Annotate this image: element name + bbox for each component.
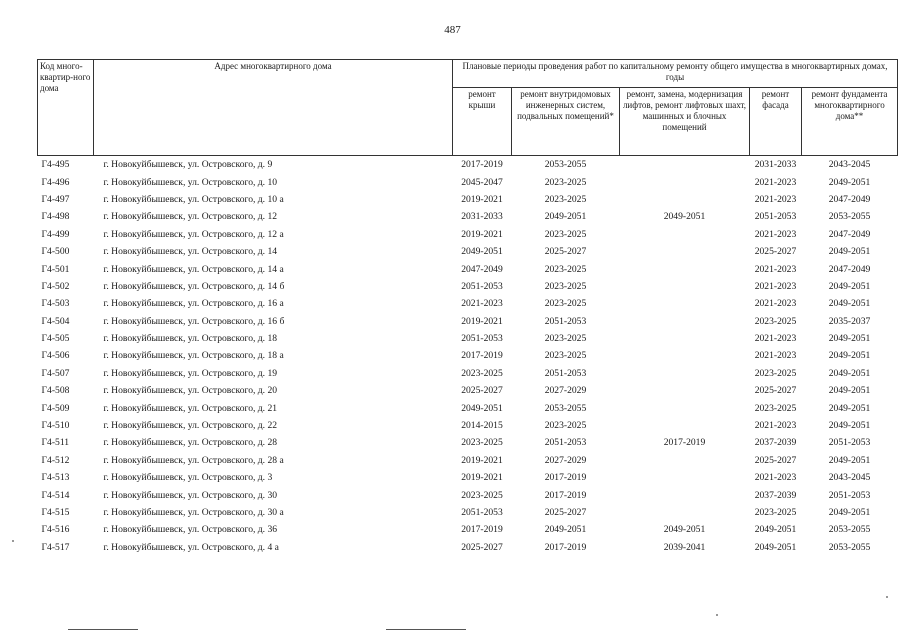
cell-roof: 2023-2025	[461, 437, 503, 449]
cell-facade: 2031-2033	[754, 159, 797, 171]
cell-address: г. Новокуйбышевск, ул. Островского, д. 3	[103, 472, 273, 484]
footer-rule-center	[386, 629, 466, 630]
cell-systems: 2023-2025	[544, 298, 587, 310]
cell-address: г. Новокуйбышевск, ул. Островского, д. 22	[103, 420, 278, 432]
cell-foundation: 2047-2049	[828, 193, 871, 205]
cell-roof: 2025-2027	[461, 541, 503, 553]
cell-code: Г4-508	[41, 385, 70, 397]
table-row	[38, 452, 898, 469]
cell-code: Г4-495	[41, 159, 70, 171]
cell-lifts: 2039-2041	[663, 541, 706, 553]
cell-lifts: 2049-2051	[663, 211, 706, 223]
cell-facade: 2049-2051	[754, 524, 797, 536]
header-facade: ремонт фасада	[750, 88, 802, 156]
cell-code: Г4-513	[41, 472, 70, 484]
cell-foundation: 2035-2037	[828, 315, 871, 327]
cell-foundation: 2051-2053	[828, 437, 871, 449]
cell-code: Г4-506	[41, 350, 70, 362]
cell-roof: 2049-2051	[461, 246, 503, 258]
cell-foundation: 2049-2051	[828, 333, 871, 345]
cell-lifts	[620, 452, 750, 469]
cell-facade: 2025-2027	[754, 454, 797, 466]
table-row	[38, 521, 898, 538]
cell-code: Г4-502	[41, 280, 70, 292]
cell-systems: 2023-2025	[544, 176, 587, 188]
cell-facade: 2023-2025	[754, 402, 797, 414]
cell-foundation: 2049-2051	[828, 298, 871, 310]
cell-systems: 2027-2029	[544, 454, 587, 466]
header-code: Код много-квартир-ного дома	[38, 60, 94, 156]
cell-roof: 2019-2021	[461, 193, 503, 205]
cell-code: Г4-514	[41, 489, 70, 501]
cell-address: г. Новокуйбышевск, ул. Островского, д. 16 а	[103, 298, 284, 310]
cell-lifts	[620, 295, 750, 312]
cell-roof: 2019-2021	[461, 472, 503, 484]
table-row	[38, 486, 898, 503]
cell-lifts: 2049-2051	[663, 524, 706, 536]
cell-address: г. Новокуйбышевск, ул. Островского, д. 14 а	[103, 263, 284, 275]
cell-foundation: 2049-2051	[828, 402, 871, 414]
table-row	[38, 226, 898, 243]
cell-roof: 2017-2019	[461, 350, 503, 362]
table-row	[38, 313, 898, 330]
header-lifts: ремонт, замена, модернизация лифтов, ремонт лифтовых шахт, машинных и блочных помещений	[620, 88, 750, 156]
cell-address: г. Новокуйбышевск, ул. Островского, д. 30	[103, 489, 278, 501]
cell-roof: 2019-2021	[461, 228, 503, 240]
cell-address: г. Новокуйбышевск, ул. Островского, д. 18 а	[103, 350, 284, 362]
table-row	[38, 173, 898, 190]
cell-facade: 2021-2023	[754, 298, 797, 310]
cell-facade: 2049-2051	[754, 541, 797, 553]
cell-code: Г4-498	[41, 211, 70, 223]
table-row	[38, 434, 898, 451]
table-row	[38, 156, 898, 174]
capital-repair-table-container	[37, 59, 897, 556]
cell-roof: 2019-2021	[461, 454, 503, 466]
cell-systems: 2017-2019	[544, 489, 587, 501]
cell-foundation: 2053-2055	[828, 541, 871, 553]
table-row	[38, 365, 898, 382]
table-row	[38, 260, 898, 277]
cell-roof: 2031-2033	[461, 211, 503, 223]
cell-systems: 2023-2025	[544, 193, 587, 205]
cell-lifts	[620, 278, 750, 295]
cell-systems: 2023-2025	[544, 350, 587, 362]
cell-address: г. Новокуйбышевск, ул. Островского, д. 14 б	[103, 280, 285, 292]
cell-systems: 2023-2025	[544, 333, 587, 345]
cell-code: Г4-509	[41, 402, 70, 414]
cell-code: Г4-507	[41, 367, 70, 379]
cell-code: Г4-512	[41, 454, 70, 466]
cell-foundation: 2047-2049	[828, 228, 871, 240]
cell-foundation: 2053-2055	[828, 524, 871, 536]
cell-facade: 2021-2023	[754, 280, 797, 292]
cell-code: Г4-515	[41, 507, 70, 518]
cell-roof: 2021-2023	[461, 298, 503, 310]
cell-lifts	[620, 469, 750, 486]
cell-roof: 2047-2049	[461, 263, 503, 275]
cell-lifts	[620, 365, 750, 382]
cell-systems: 2023-2025	[544, 420, 587, 432]
table-row	[38, 347, 898, 364]
table-row	[38, 330, 898, 347]
cell-address: г. Новокуйбышевск, ул. Островского, д. 10 а	[103, 193, 284, 205]
cell-code: Г4-517	[41, 541, 70, 553]
cell-roof: 2017-2019	[461, 524, 503, 536]
cell-foundation: 2049-2051	[828, 246, 871, 258]
cell-foundation: 2049-2051	[828, 420, 871, 432]
cell-lifts	[620, 399, 750, 416]
cell-systems: 2027-2029	[544, 385, 587, 397]
cell-facade: 2021-2023	[754, 176, 797, 188]
table-row	[38, 382, 898, 399]
cell-foundation: 2049-2051	[828, 507, 871, 518]
cell-foundation: 2049-2051	[828, 280, 871, 292]
cell-roof: 2051-2053	[461, 333, 503, 345]
cell-address: г. Новокуйбышевск, ул. Островского, д. 9	[103, 159, 273, 171]
cell-code: Г4-505	[41, 333, 70, 345]
cell-facade: 2021-2023	[754, 472, 797, 484]
cell-facade: 2025-2027	[754, 246, 797, 258]
cell-address: г. Новокуйбышевск, ул. Островского, д. 36	[103, 524, 278, 536]
table-row	[38, 278, 898, 295]
cell-facade: 2021-2023	[754, 263, 797, 275]
cell-foundation: 2049-2051	[828, 350, 871, 362]
cell-address: г. Новокуйбышевск, ул. Островского, д. 12	[103, 211, 278, 223]
cell-address: г. Новокуйбышевск, ул. Островского, д. 30 а	[103, 507, 284, 518]
cell-lifts	[620, 504, 750, 521]
cell-facade: 2025-2027	[754, 385, 797, 397]
cell-code: Г4-510	[41, 420, 70, 432]
page-number: 487	[444, 24, 461, 36]
cell-lifts	[620, 191, 750, 208]
table-row	[38, 208, 898, 225]
cell-facade: 2021-2023	[754, 350, 797, 362]
cell-code: Г4-497	[41, 193, 70, 205]
cell-systems: 2049-2051	[544, 211, 587, 223]
cell-roof: 2045-2047	[461, 176, 503, 188]
cell-lifts	[620, 173, 750, 190]
cell-address: г. Новокуйбышевск, ул. Островского, д. 18	[103, 333, 278, 345]
cell-systems: 2051-2053	[544, 367, 587, 379]
cell-roof: 2014-2015	[461, 420, 503, 432]
cell-roof: 2051-2053	[461, 507, 503, 518]
scan-speck	[716, 614, 718, 616]
cell-lifts	[620, 347, 750, 364]
cell-address: г. Новокуйбышевск, ул. Островского, д. 28 а	[103, 454, 284, 466]
cell-systems: 2017-2019	[544, 541, 587, 553]
cell-foundation: 2049-2051	[828, 367, 871, 379]
cell-systems: 2053-2055	[544, 159, 587, 171]
cell-roof: 2049-2051	[461, 402, 503, 414]
table-row	[38, 243, 898, 260]
table-row	[38, 191, 898, 208]
cell-code: Г4-496	[41, 176, 70, 188]
cell-systems: 2025-2027	[544, 246, 587, 258]
cell-lifts	[620, 226, 750, 243]
cell-roof: 2017-2019	[461, 159, 503, 171]
cell-address: г. Новокуйбышевск, ул. Островского, д. 21	[103, 402, 278, 414]
cell-foundation: 2043-2045	[828, 472, 871, 484]
cell-roof: 2051-2053	[461, 280, 503, 292]
table-row	[38, 469, 898, 486]
cell-roof: 2023-2025	[461, 489, 503, 501]
cell-lifts	[620, 330, 750, 347]
table-body	[38, 156, 898, 556]
cell-systems: 2049-2051	[544, 524, 587, 536]
header-periods: Плановые периоды проведения работ по капитальному ремонту общего имущества в многоквартирных домах, годы	[453, 60, 898, 88]
cell-systems: 2023-2025	[544, 228, 587, 240]
cell-facade: 2023-2025	[754, 507, 797, 518]
cell-foundation: 2051-2053	[828, 489, 871, 501]
footer-rule-left	[68, 629, 138, 630]
cell-systems: 2017-2019	[544, 472, 587, 484]
cell-lifts	[620, 382, 750, 399]
cell-facade: 2037-2039	[754, 437, 797, 449]
cell-systems: 2025-2027	[544, 507, 587, 518]
cell-code: Г4-501	[41, 263, 70, 275]
cell-code: Г4-511	[41, 437, 70, 449]
cell-systems: 2053-2055	[544, 402, 587, 414]
cell-address: г. Новокуйбышевск, ул. Островского, д. 28	[103, 437, 278, 449]
cell-facade: 2021-2023	[754, 193, 797, 205]
cell-address: г. Новокуйбышевск, ул. Островского, д. 20	[103, 385, 278, 397]
cell-lifts	[620, 313, 750, 330]
cell-systems: 2023-2025	[544, 280, 587, 292]
cell-foundation: 2049-2051	[828, 385, 871, 397]
cell-address: г. Новокуйбышевск, ул. Островского, д. 12 а	[103, 228, 284, 240]
cell-address: г. Новокуйбышевск, ул. Островского, д. 10	[103, 176, 278, 188]
cell-facade: 2021-2023	[754, 333, 797, 345]
cell-facade: 2021-2023	[754, 228, 797, 240]
cell-facade: 2023-2025	[754, 315, 797, 327]
cell-roof: 2019-2021	[461, 315, 503, 327]
cell-foundation: 2049-2051	[828, 454, 871, 466]
cell-code: Г4-500	[41, 246, 70, 258]
cell-roof: 2023-2025	[461, 367, 503, 379]
table-row	[38, 399, 898, 416]
scan-speck	[886, 596, 888, 598]
cell-roof: 2025-2027	[461, 385, 503, 397]
cell-facade: 2051-2053	[754, 211, 797, 223]
cell-code: Г4-503	[41, 298, 70, 310]
scan-speck	[12, 540, 14, 542]
cell-foundation: 2049-2051	[828, 176, 871, 188]
cell-code: Г4-499	[41, 228, 70, 240]
cell-lifts	[620, 417, 750, 434]
cell-lifts	[620, 260, 750, 277]
cell-lifts	[620, 243, 750, 260]
cell-address: г. Новокуйбышевск, ул. Островского, д. 14	[103, 246, 278, 258]
header-foundation: ремонт фундамента многоквартирного дома**	[802, 88, 898, 156]
header-address: Адрес многоквартирного дома	[94, 60, 453, 156]
cell-facade: 2037-2039	[754, 489, 797, 501]
table-header	[38, 60, 898, 156]
cell-lifts	[620, 486, 750, 503]
table-row	[38, 295, 898, 312]
table-row	[38, 504, 898, 521]
cell-address: г. Новокуйбышевск, ул. Островского, д. 16 б	[103, 315, 285, 327]
cell-code: Г4-504	[41, 315, 70, 327]
cell-foundation: 2053-2055	[828, 211, 871, 223]
cell-systems: 2051-2053	[544, 315, 587, 327]
cell-foundation: 2047-2049	[828, 263, 871, 275]
header-systems: ремонт внутридомовых инженерных систем, подвальных помещений*	[512, 88, 620, 156]
cell-facade: 2023-2025	[754, 367, 797, 379]
table-row	[38, 417, 898, 434]
cell-facade: 2021-2023	[754, 420, 797, 432]
cell-address: г. Новокуйбышевск, ул. Островского, д. 4 а	[103, 541, 279, 553]
cell-address: г. Новокуйбышевск, ул. Островского, д. 19	[103, 367, 278, 379]
cell-systems: 2051-2053	[544, 437, 587, 449]
cell-systems: 2023-2025	[544, 263, 587, 275]
cell-lifts: 2017-2019	[663, 437, 706, 449]
cell-foundation: 2043-2045	[828, 159, 871, 171]
cell-code: Г4-516	[41, 524, 70, 536]
capital-repair-table	[37, 59, 898, 556]
header-roof: ремонт крыши	[453, 88, 512, 156]
table-row	[38, 539, 898, 556]
cell-lifts	[620, 156, 750, 174]
